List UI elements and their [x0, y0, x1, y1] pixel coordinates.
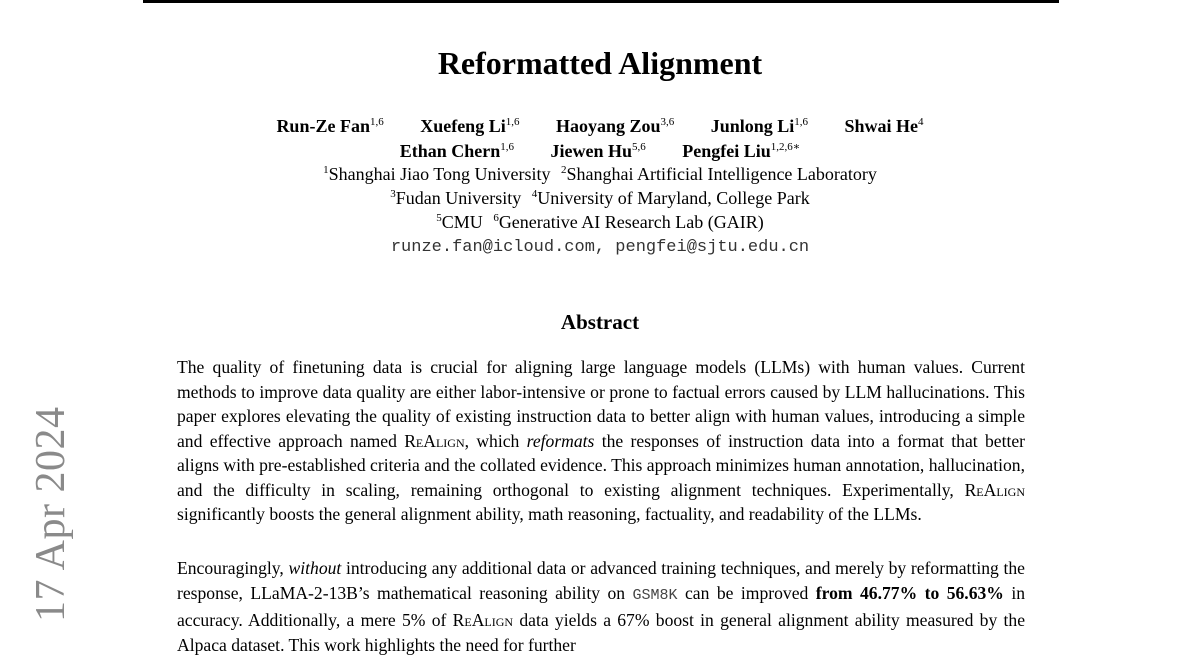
affiliation-line-2 [0, 188, 1200, 209]
affiliation-line-3 [0, 212, 1200, 233]
method-name: ReAlign [964, 479, 1025, 500]
author: Shwai He$^4$ [844, 116, 924, 136]
affiliation-line-1 [0, 164, 1200, 185]
affiliation: $^3$Fudan University [390, 188, 522, 208]
method-name: ReAlign [452, 610, 514, 630]
author-line-2 [0, 140, 1200, 162]
abstract-paragraph-2: Encouragingly, without introducing any additional data or advanced training techniques, and merely by reformatting the response, LLaMA-2-13B’s mathematical reasoning ability on GSM8K can be improved from 46.77% to 56.63% in accuracy. Additionally, a mere 5% of ReAlign data yields a 67% boost in general alignment ability measured by the Alpaca dataset. This work highlights the need for further [177, 558, 1026, 655]
author: Haoyang Zou$^{3,6}$ [555, 116, 675, 136]
dataset-name: GSM8K [632, 586, 678, 604]
abstract-heading: Abstract [560, 310, 640, 334]
affiliation: $^2$Shanghai Artificial Intelligence Laboratory [561, 164, 877, 184]
top-rule [143, 0, 1059, 3]
affiliation: $^1$Shanghai Jiao Tong University [323, 164, 551, 184]
abstract-paragraph-1: The quality of finetuning data is crucial for aligning large language models (LLMs) with human values. Current methods to improve data quality are either labor-intensive or prone to factual errors caused by LLM hallucinations. This paper explores elevating the quality of existing instruction data to better align with human values, introducing a simple and effective approach named ReAlign, which reformats the responses of instruction data into a format that better aligns with pre-established criteria and the collated evidence. This approach minimizes human annotation, hallucination, and the difficulty in scaling, remaining orthogonal to existing alignment techniques. Experimentally, ReAlign significantly boosts the general alignment ability, math reasoning, factuality, and readability of the LLMs. [177, 357, 1026, 524]
author: Ethan Chern$^{1,6}$ [399, 141, 515, 161]
method-name: ReAlign [404, 430, 465, 451]
arxiv-date-stamp: 17 Apr 2024 [28, 406, 74, 622]
author: Junlong Li$^{1,6}$ [710, 116, 809, 136]
author-emails: runze.fan@icloud.com, pengfei@sjtu.edu.cn [390, 238, 810, 257]
author: Pengfei Liu$^{1,2,6∗}$ [682, 141, 801, 161]
paper-title: Reformatted Alignment [437, 45, 763, 81]
author: Xuefeng Li$^{1,6}$ [420, 116, 520, 136]
affiliation: $^5$CMU [436, 212, 483, 232]
affiliation: $^4$University of Maryland, College Park [531, 188, 810, 208]
author: Run-Ze Fan$^{1,6}$ [276, 116, 384, 136]
accuracy-highlight: from 46.77% to 56.63% [815, 582, 1004, 603]
author: Jiewen Hu$^{5,6}$ [550, 141, 646, 161]
affiliation: $^6$Generative AI Research Lab (GAIR) [493, 212, 764, 232]
author-line-1 [0, 116, 1200, 137]
